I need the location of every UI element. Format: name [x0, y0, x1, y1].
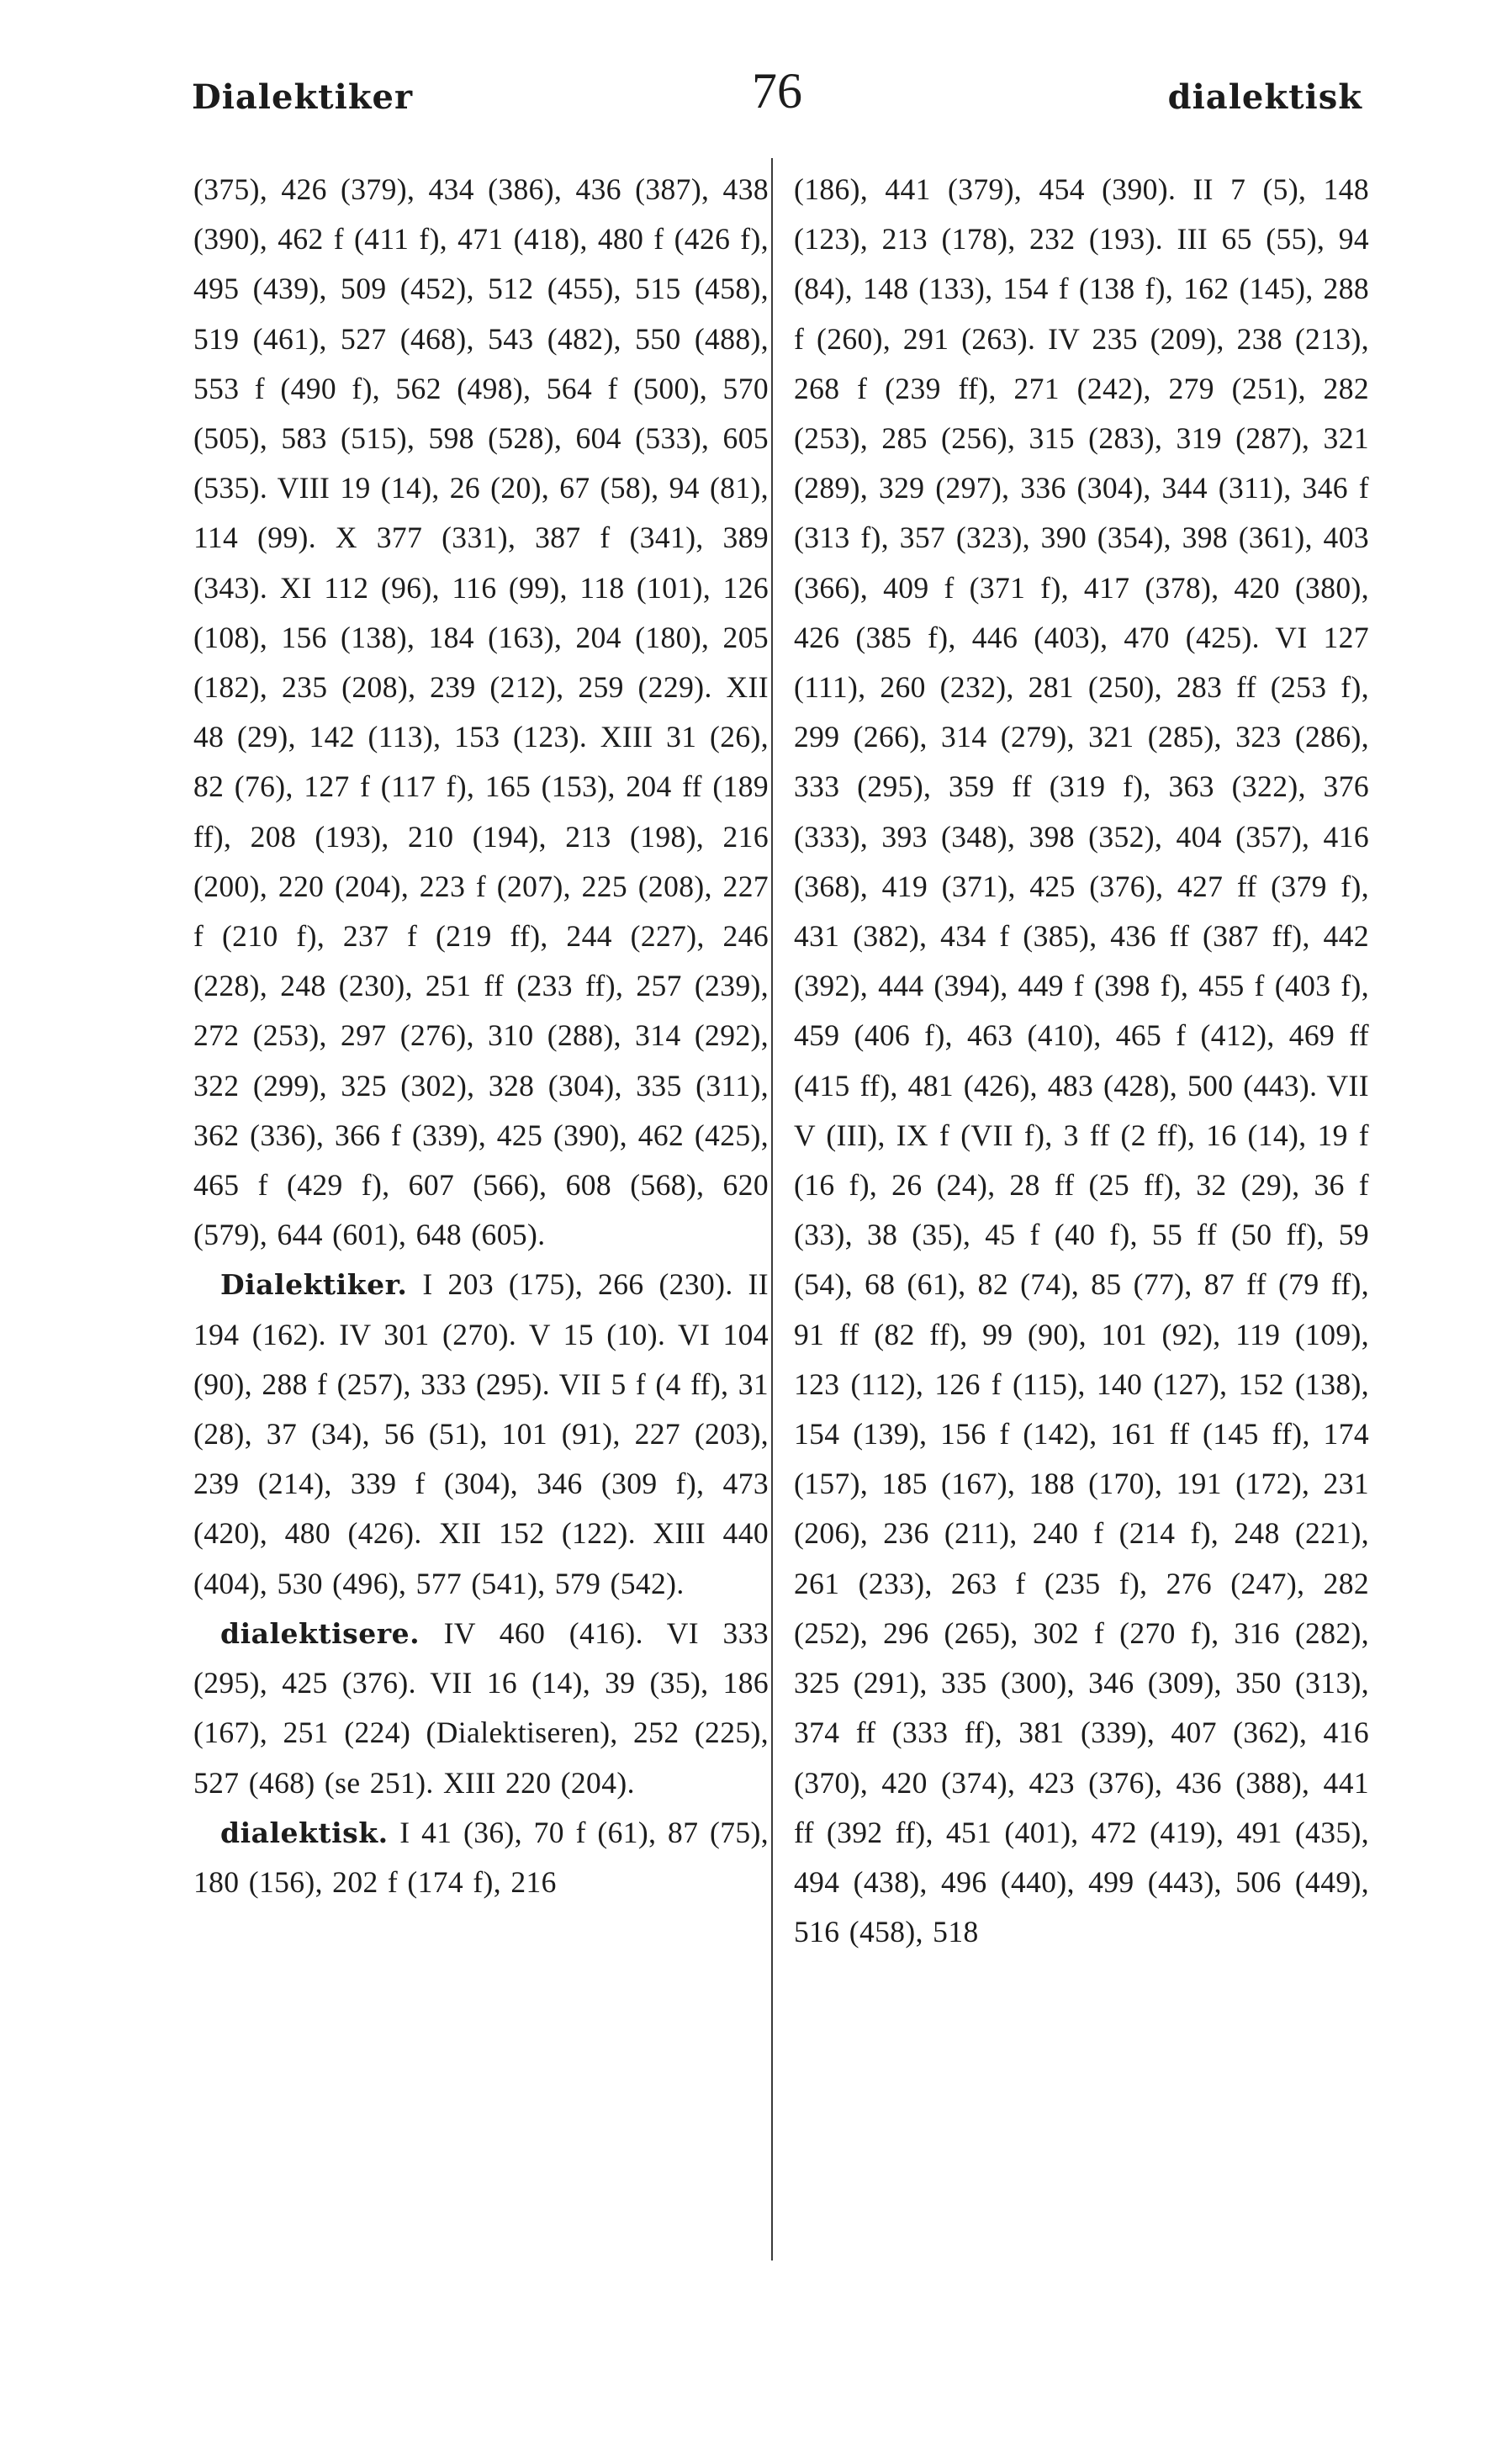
continuation-paragraph	[193, 165, 769, 1260]
index-entry-dialektiker	[193, 1260, 769, 1608]
left-column	[193, 165, 769, 1907]
continuation-text: (375), 426 (379), 434 (386), 436 (387), 438 (390), 462 f (411 f), 471 (418), 480 f (426 f), 495 (439), 509 (452), 512 (455), 515 (458), 519 (461), 527 (468), 543 (482), 550 (488), 553 f (490 f), 562 (498), 564 f (500), 570 (505), 583 (515), 598 (528), 604 (533), 605 (535). VIII 19 (14), 26 (20), 67 (58), 94 (81), 114 (99). X 377 (331), 387 f (341), 389 (343). XI 112 (96), 116 (99), 118 (101), 126 (108), 156 (138), 184 (163), 204 (180), 205 (182), 235 (208), 239 (212), 259 (229). XII 48 (29), 142 (113), 153 (123). XIII 31 (26), 82 (76), 127 f (117 f), 165 (153), 204 ff (189 ff), 208 (193), 210 (194), 213 (198), 216 (200), 220 (204), 223 f (207), 225 (208), 227 f (210 f), 237 f (219 ff), 244 (227), 246 (228), 248 (230), 251 ff (233 ff), 257 (239), 272 (253), 297 (276), 310 (288), 314 (292), 322 (299), 325 (302), 328 (304), 335 (311), 362 (336), 366 f (339), 425 (390), 462 (425), 465 f (429 f), 607 (566), 608 (568), 620 (579), 644 (601), 648 (605).	[193, 172, 769, 1252]
entry-references: IV 460 (416). VI 333 (295), 425 (376). VII 16 (14), 39 (35), 186 (167), 251 (224) (Dialektiseren), 252 (225), 527 (468) (se 251). XIII 220 (204).	[193, 1615, 769, 1800]
entry-headword: dialektisk.	[220, 1816, 389, 1849]
continuation-paragraph	[794, 165, 1369, 1957]
right-column	[794, 165, 1369, 1957]
running-head-right: dialektisk	[1167, 77, 1362, 117]
running-head-left: Dialektiker	[192, 77, 414, 117]
index-entry-dialektisere	[193, 1609, 769, 1808]
continuation-text: (186), 441 (379), 454 (390). II 7 (5), 148 (123), 213 (178), 232 (193). III 65 (55), 94 (84), 148 (133), 154 f (138 f), 162 (145), 288 f (260), 291 (263). IV 235 (209), 238 (213), 268 f (239 ff), 271 (242), 279 (251), 282 (253), 285 (256), 315 (283), 319 (287), 321 (289), 329 (297), 336 (304), 344 (311), 346 f (313 f), 357 (323), 390 (354), 398 (361), 403 (366), 409 f (371 f), 417 (378), 420 (380), 426 (385 f), 446 (403), 470 (425). VI 127 (111), 260 (232), 281 (250), 283 ff (253 f), 299 (266), 314 (279), 321 (285), 323 (286), 333 (295), 359 ff (319 f), 363 (322), 376 (333), 393 (348), 398 (352), 404 (357), 416 (368), 419 (371), 425 (376), 427 ff (379 f), 431 (382), 434 f (385), 436 ff (387 ff), 442 (392), 444 (394), 449 f (398 f), 455 f (403 f), 459 (406 f), 463 (410), 465 f (412), 469 ff (415 ff), 481 (426), 483 (428), 500 (443). VII V (III), IX f (VII f), 3 ff (2 ff), 16 (14), 19 f (16 f), 26 (24), 28 ff (25 ff), 32 (29), 36 f (33), 38 (35), 45 f (40 f), 55 ff (50 ff), 59 (54), 68 (61), 82 (74), 85 (77), 87 ff (79 ff), 91 ff (82 ff), 99 (90), 101 (92), 119 (109), 123 (112), 126 f (115), 140 (127), 152 (138), 154 (139), 156 f (142), 161 ff (145 ff), 174 (157), 185 (167), 188 (170), 191 (172), 231 (206), 236 (211), 240 f (214 f), 248 (221), 261 (233), 263 f (235 f), 276 (247), 282 (252), 296 (265), 302 f (270 f), 316 (282), 325 (291), 335 (300), 346 (309), 350 (313), 374 ff (333 ff), 381 (339), 407 (362), 416 (370), 420 (374), 423 (376), 436 (388), 441 ff (392 ff), 451 (401), 472 (419), 491 (435), 494 (438), 496 (440), 499 (443), 506 (449), 516 (458), 518	[794, 172, 1369, 1949]
entry-references: I 203 (175), 266 (230). II 194 (162). IV 301 (270). V 15 (10). VI 104 (90), 288 f (257), 333 (295). VII 5 f (4 ff), 31 (28), 37 (34), 56 (51), 101 (91), 227 (203), 239 (214), 339 f (304), 346 (309 f), 473 (420), 480 (426). XII 152 (122). XIII 440 (404), 530 (496), 577 (541), 579 (542).	[193, 1267, 769, 1600]
entry-headword: Dialektiker.	[220, 1268, 408, 1302]
column-divider	[771, 158, 773, 2260]
running-head	[192, 61, 1362, 128]
entry-references: I 41 (36), 70 f (61), 87 (75), 180 (156), 202 f (174 f), 216	[193, 1815, 769, 1899]
page-number: 76	[752, 63, 802, 119]
index-entry-dialektisk	[193, 1808, 769, 1907]
entry-headword: dialektisere.	[220, 1616, 420, 1650]
